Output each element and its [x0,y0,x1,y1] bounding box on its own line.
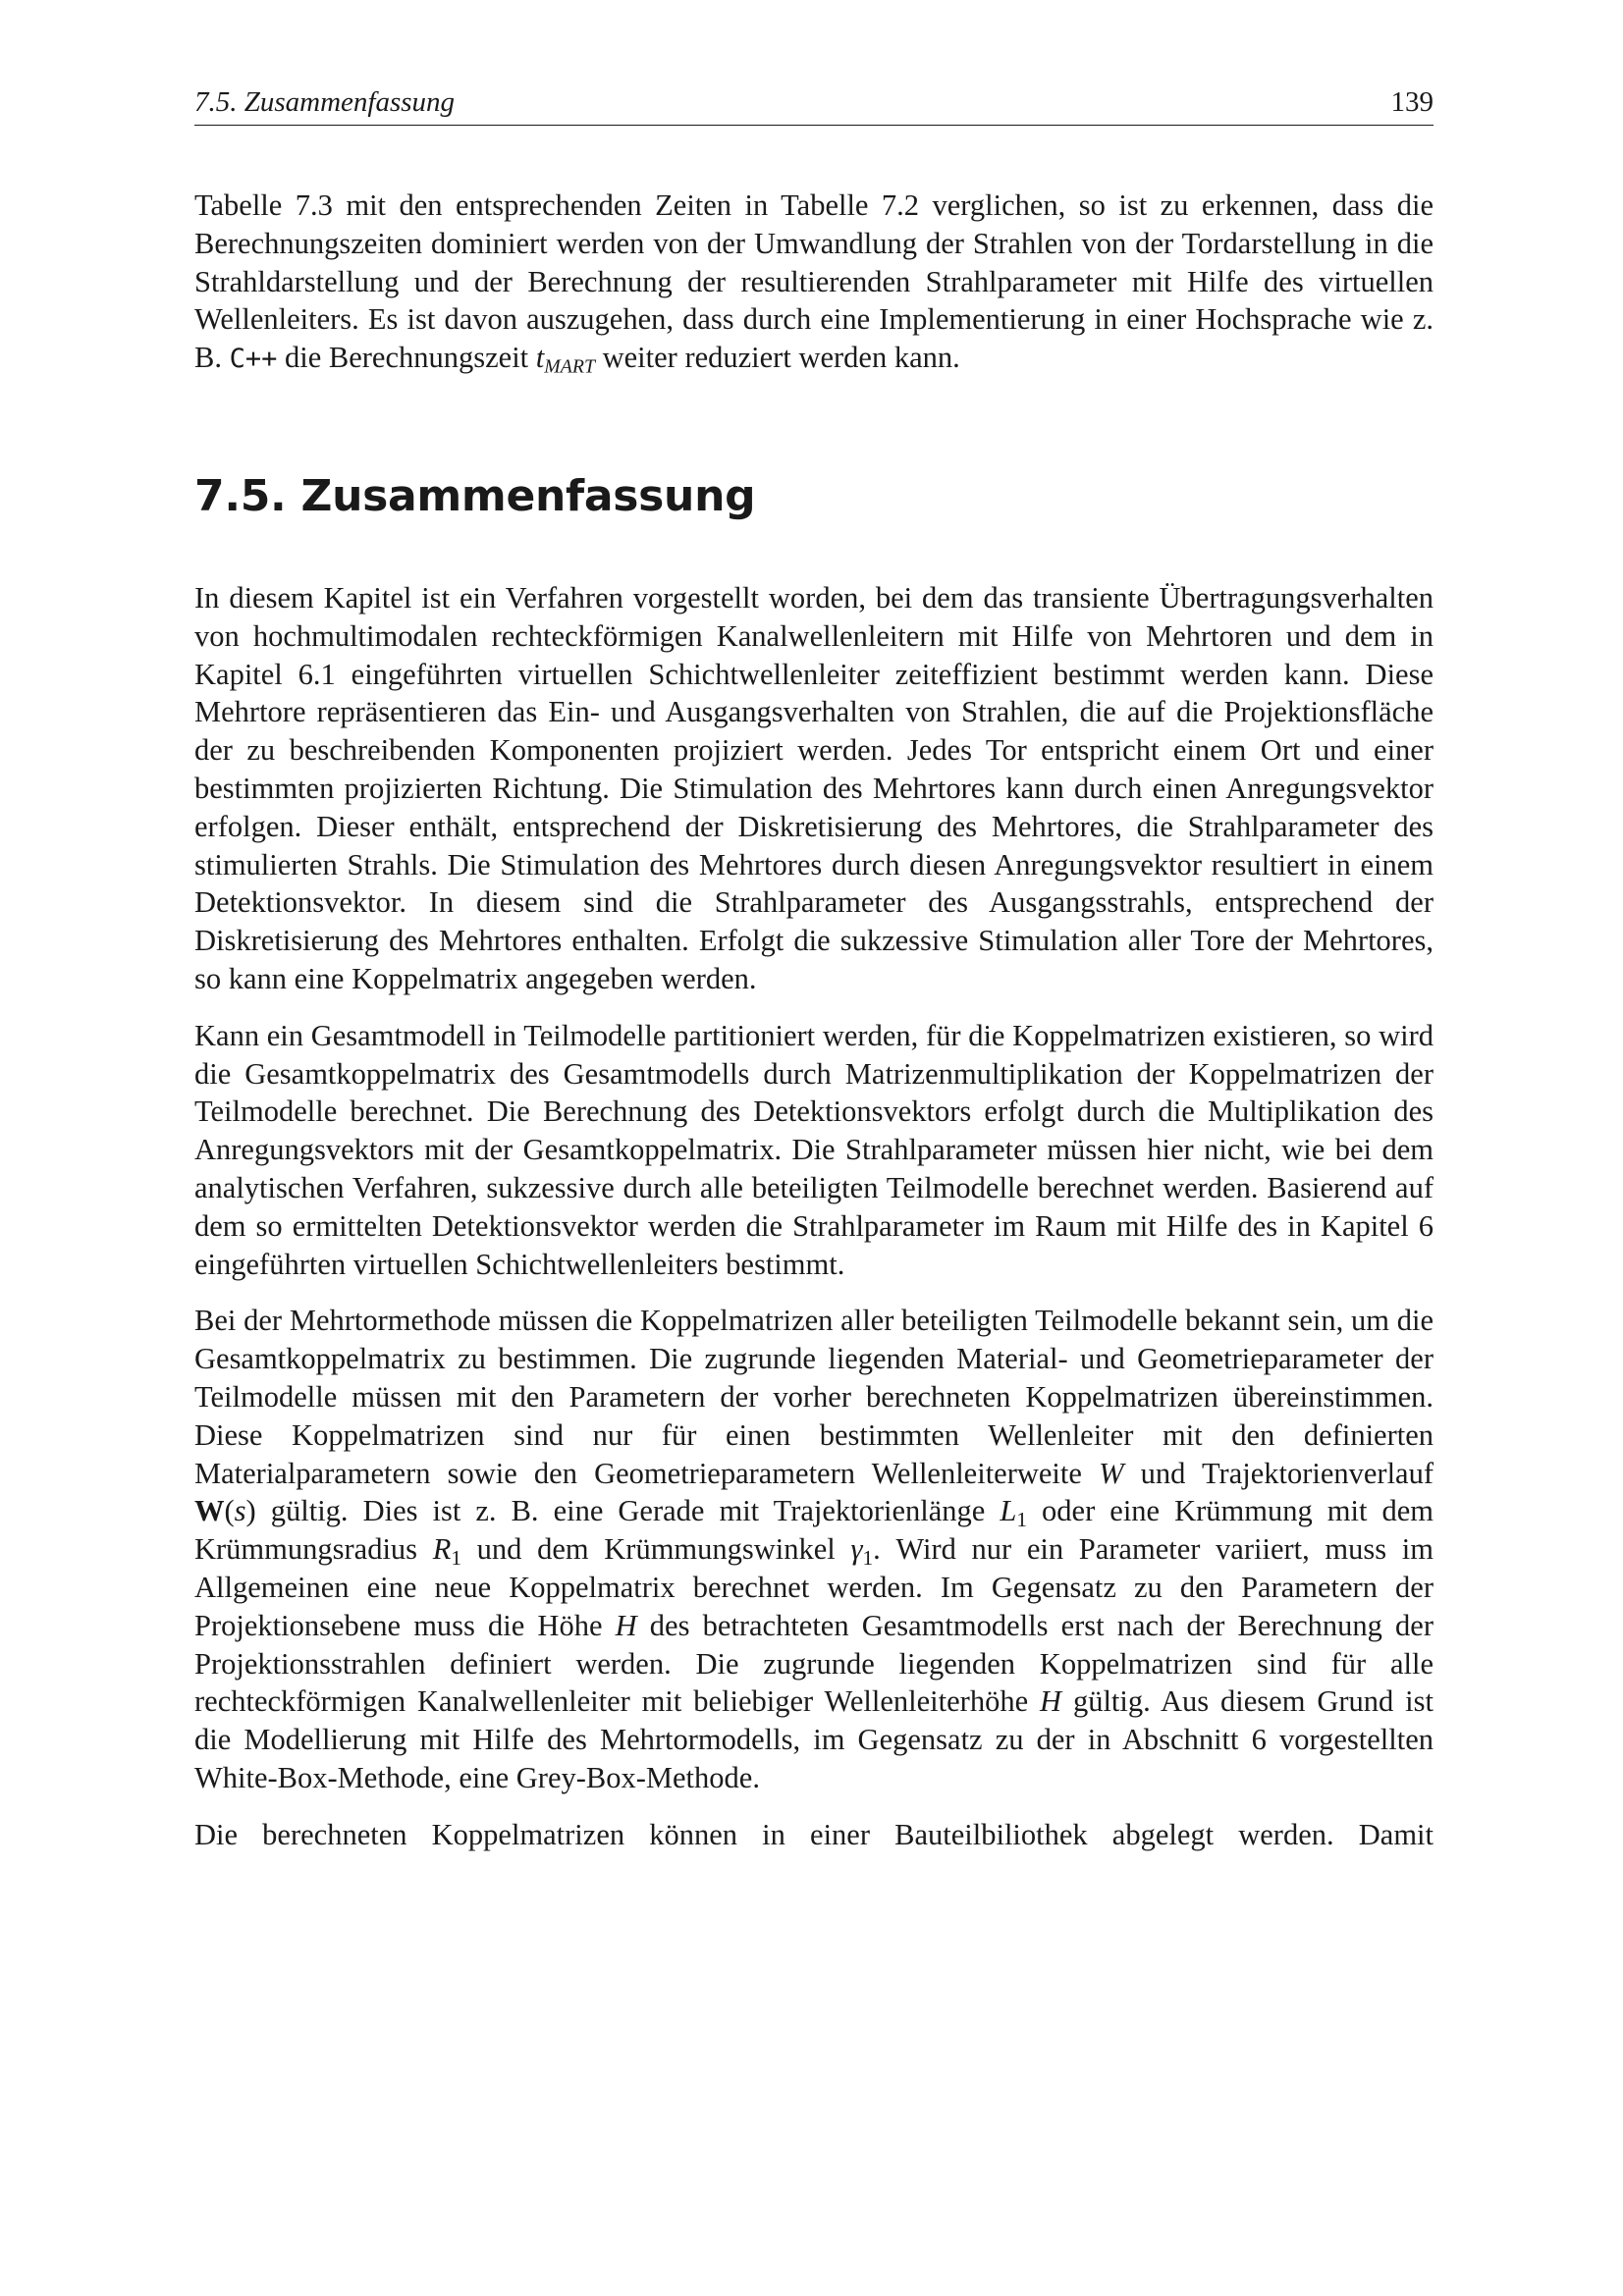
paragraph-1: In diesem Kapitel ist ein Verfahren vorgestellt worden, bei dem das transiente Übertragungsverhalten von hochmultimodalen rechteckförmigen Kanalwellenleitern mit Hilfe von Mehrtoren und dem in Kapitel 6.1 eingeführten virtuellen Schichtwellenleiter zeiteffizient bestimmt werden kann. Diese Mehrtore repräsentieren das Ein- und Ausgangsverhalten von Strahlen, die auf die Projektionsfläche der zu beschreibenden Komponenten projiziert werden. Jedes Tor entspricht einem Ort und einer bestimmten projizierten Richtung. Die Stimulation des Mehrtores kann durch einen Anregungsvektor erfolgen. Dieser enthält, entsprechend der Diskretisierung des Mehrtores, die Strahlparameter des stimulierten Strahls. Die Stimulation des Mehrtores durch diesen Anregungsvektor resultiert in einem Detektionsvektor. In diesem sind die Strahlparameter des Ausgangsstrahls, entsprechend der Diskretisierung des Mehrtores enthalten. Erfolgt die sukzessive Stimulation aller Tore der Mehrtores, so kann eine Koppelmatrix angegeben werden. [194,580,1434,995]
page-number: 139 [1390,86,1434,118]
intro-text-3: weiter reduziert werden kann. [594,341,960,375]
body-text [194,187,1434,1853]
math-H-2: H [1040,1684,1062,1719]
paragraph-2: Kann ein Gesamtmodell in Teilmodelle partitioniert werden, für die Koppelmatrizen existieren, so wird die Gesamtkoppelmatrix des Gesamtmodells durch Matrizenmultiplikation der Koppelmatrizen der Teilmodelle berechnet. Die Berechnung des Detektionsvektors erfolgt durch die Multiplikation des Anregungsvektors mit der Gesamtkoppelmatrix. Die Strahlparameter müssen hier nicht, wie bei dem analytischen Verfahren, sukzessive durch alle beteiligten Teilmodelle berechnet werden. Basierend auf dem so ermittelten Detektionsvektor werden die Strahlparameter im Raum mit Hilfe des in Kapitel 6 eingeführten virtuellen Schichtwellenleiters bestimmt. [194,1018,1434,1281]
math-gamma: γ [850,1532,863,1567]
math-R1 [432,1532,462,1571]
paragraph-3 [194,1302,1434,1796]
math-gamma1 [850,1532,874,1571]
intro-paragraph [194,187,1434,379]
math-H-1: H [615,1608,637,1642]
math-gamma-subscript: 1 [862,1546,874,1571]
p3-text-f: . Wird nur ein Parameter variiert, muss im Allgemeinen eine neue Koppelmatrix berechnet werden. Im Gegensatz zu den Parametern der Projektionsebene muss die Höhe [194,1532,1434,1642]
paragraph-4: Die berechneten Koppelmatrizen können in einer Bauteilbiliothek abgelegt werden. Damit [194,1817,1434,1851]
p3-text-d: oder eine Krümmung mit dem Krümmungsradius [194,1494,1434,1567]
p3-text-h: gültig. Aus diesem Grund ist die Modellierung mit Hilfe des Mehrtormodells, im Gegensatz zu der in Abschnitt 6 vorgestellten White-Box-Methode, eine Grey-Box-Methode. [194,1684,1434,1794]
p3-text-b: und Trajektorienverlauf [1123,1456,1434,1490]
running-header-section: 7.5. Zusammenfassung [194,86,456,118]
math-L-subscript: 1 [1016,1508,1028,1532]
math-W: W [1099,1456,1124,1490]
section-heading: 7.5. Zusammenfassung [194,470,756,521]
p3-text-a: Bei der Mehrtormethode müssen die Koppelmatrizen aller beteiligten Teilmodelle bekannt sein, um die Gesamtkoppelmatrix zu bestimmen. Die zugrunde liegenden Material- und Geometrieparameter der Teilmodelle müssen mit den Parametern der vorher berechneten Koppelmatrizen übereinstimmen. Diese Koppelmatrizen sind nur für einen bestimmten Wellenleiter mit den definierten Materialparametern sowie den Geometrieparametern Wellenleiterweite [194,1304,1434,1490]
intro-text-2: die Berechnungszeit [277,341,536,375]
math-t-mart [535,341,595,378]
running-header [194,86,1434,126]
p3-text-g: des betrachteten Gesamtmodells erst nach der Berechnung der Projektionsstrahlen definiert werden. Die zugrunde liegenden Koppelmatrizen sind für alle rechteckförmigen Kanalwellenleiter mit beliebiger Wellenleiterhöhe [194,1608,1434,1719]
code-cpp: C++ [229,344,278,375]
math-L: L [1000,1494,1017,1528]
p3-text-c: gültig. Dies ist z. B. eine Gerade mit Trajektorienlänge [255,1494,1001,1528]
math-W-bold: W [194,1494,225,1528]
intro-text-1: Tabelle 7.3 mit den entsprechenden Zeiten in Tabelle 7.2 verglichen, so ist zu erkennen, dass die Berechnungszeiten dominiert werden von der Umwandlung der Strahlen von der Tordarstellung in die Strahldarstellung und der Berechnung der resultierenden Strahlparameter mit Hilfe des virtuellen Wellenleiters. Es ist davon auszugehen, dass durch eine Implementierung in einer Hochsprache wie z. B. [194,188,1434,375]
math-t-subscript: MART [544,355,595,378]
math-R: R [432,1532,452,1567]
math-L1 [1000,1494,1028,1532]
math-s: s [234,1494,246,1528]
math-W-arg: (s) [224,1494,256,1528]
math-t: t [535,341,545,375]
p3-text-e: und dem Krümmungswinkel [461,1532,851,1567]
math-R-subscript: 1 [451,1546,462,1571]
